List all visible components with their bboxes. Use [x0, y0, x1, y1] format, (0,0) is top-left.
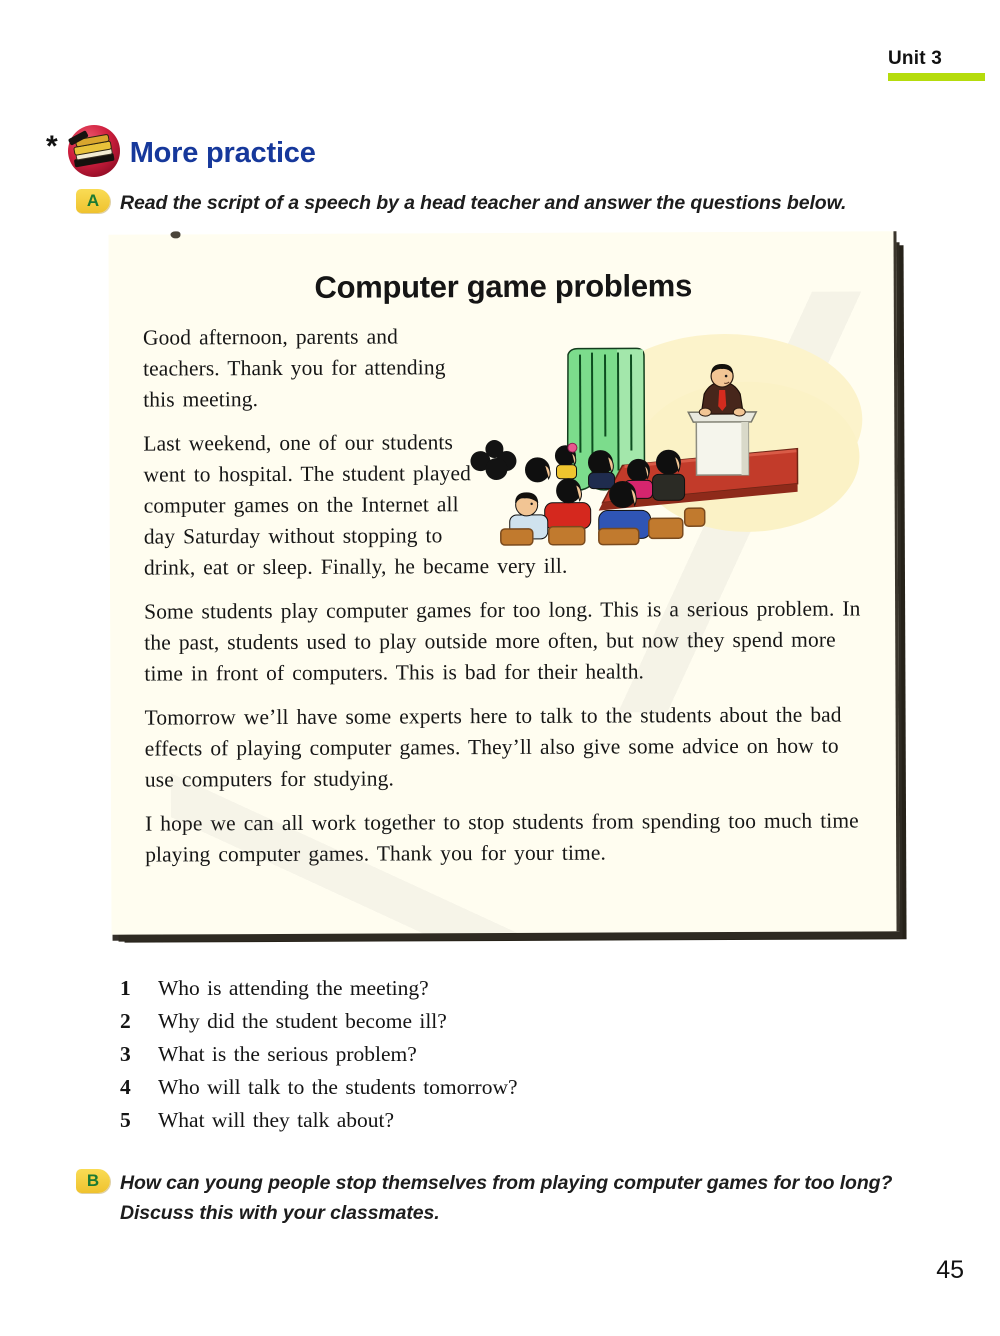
- question-text: Why did the student become ill?: [158, 1009, 447, 1033]
- speech-body: [143, 319, 866, 870]
- section-b-badge: [76, 1169, 110, 1193]
- unit-accent-bar: [888, 73, 985, 81]
- speech-title: Computer game problems: [314, 268, 693, 305]
- more-practice-heading: [46, 124, 316, 183]
- unit-label: Unit 3: [888, 48, 942, 69]
- question-list: [120, 976, 518, 1141]
- question-number: 3: [120, 1042, 131, 1066]
- unit-header: [888, 48, 985, 81]
- section-a-instruction: Read the script of a speech by a head teacher and answer the questions below.: [120, 192, 847, 214]
- section-a-badge: [76, 189, 110, 213]
- question-item: [120, 1009, 518, 1042]
- question-item: [120, 1075, 518, 1108]
- question-number: 2: [120, 1009, 131, 1033]
- question-text: What is the serious problem?: [158, 1042, 417, 1066]
- question-item: [120, 976, 518, 1009]
- question-text: Who is attending the meeting?: [158, 976, 429, 1000]
- question-number: 1: [120, 976, 131, 1000]
- speech-paragraph: Some students play computer games for too long. This is a serious problem. In the past, students used to play outside more often, but now they spend more time in front of computers. This is bad for their health.: [144, 596, 861, 686]
- speech-paper: [108, 231, 899, 934]
- question-item: [120, 1108, 518, 1141]
- books-icon: [67, 124, 121, 183]
- question-item: [120, 1042, 518, 1075]
- question-text: What will they talk about?: [158, 1108, 395, 1132]
- speech-paragraph: I hope we can all work together to stop students from spending too much time playing computer games. Thank you for your time.: [144, 808, 859, 867]
- badge-letter: A: [86, 191, 100, 210]
- page-number: 45: [936, 1256, 964, 1284]
- asterisk-marker: *: [46, 129, 58, 163]
- section-b-instruction: How can young people stop themselves from playing computer games for too long? Discuss this with your classmates.: [120, 1172, 893, 1224]
- question-number: 5: [120, 1108, 131, 1132]
- question-text: Who will talk to the students tomorrow?: [158, 1075, 518, 1099]
- speech-paragraph: Last weekend, one of our students went to hospital. The student played computer games on the Internet all day Saturday without stopping to drink, eat or sleep. Finally, he became very ill.: [143, 430, 568, 580]
- speech-paragraph: Tomorrow we’ll have some experts here to talk to the students about the bad effects of playing computer games. They’ll also give some advice on how to use computers for studying.: [144, 702, 842, 792]
- badge-letter: B: [86, 1171, 100, 1190]
- section-a-row: [76, 188, 956, 218]
- school-meeting-illustration: [494, 333, 865, 545]
- section-b-row: [76, 1168, 956, 1228]
- speech-paragraph: Good afternoon, parents and teachers. Thank you for attending this meeting.: [142, 324, 446, 412]
- section-title: More practice: [129, 137, 316, 169]
- podium: [688, 412, 756, 475]
- question-number: 4: [120, 1075, 131, 1099]
- curly-hair-silhouette: [470, 440, 516, 480]
